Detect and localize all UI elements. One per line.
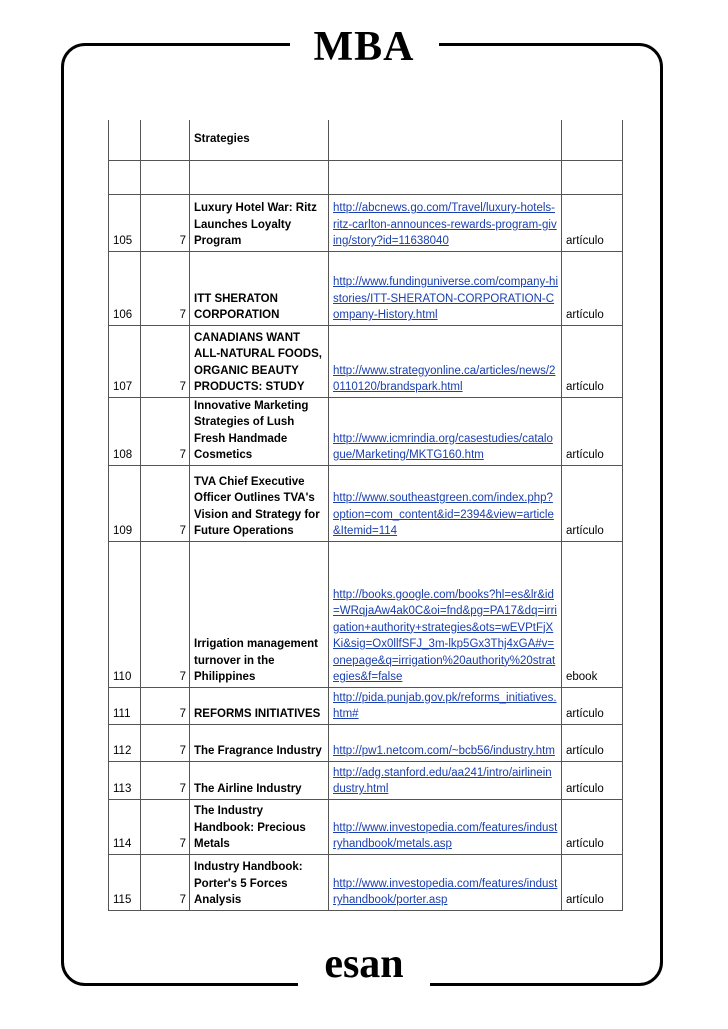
row-type: artículo <box>562 761 623 799</box>
table-row <box>109 687 623 724</box>
row-title: Industry Handbook: Porter's 5 Forces Analysis <box>190 854 329 910</box>
row-url-link[interactable]: http://www.fundinguniverse.com/company-histories/ITT-SHERATON-CORPORATION-Company-History.html <box>329 251 562 325</box>
row-number <box>109 120 141 160</box>
resource-table <box>108 120 623 911</box>
row-number: 107 <box>109 325 141 397</box>
row-week: 7 <box>141 397 190 465</box>
row-url-link[interactable]: http://www.strategyonline.ca/articles/news/20110120/brandspark.html <box>329 325 562 397</box>
row-number: 110 <box>109 541 141 687</box>
row-title: ITT SHERATON CORPORATION <box>190 251 329 325</box>
table-row <box>109 724 623 761</box>
table-row <box>109 120 623 160</box>
table-row <box>109 761 623 799</box>
table-row <box>109 541 623 687</box>
row-number: 108 <box>109 397 141 465</box>
row-number: 112 <box>109 724 141 761</box>
row-type: artículo <box>562 194 623 251</box>
row-week: 7 <box>141 854 190 910</box>
row-title: Luxury Hotel War: Ritz Launches Loyalty Program <box>190 194 329 251</box>
row-title: Innovative Marketing Strategies of Lush Fresh Handmade Cosmetics <box>190 397 329 465</box>
table-row <box>109 397 623 465</box>
row-type: artículo <box>562 724 623 761</box>
row-week <box>141 120 190 160</box>
row-week: 7 <box>141 194 190 251</box>
row-url-link[interactable]: http://pida.punjab.gov.pk/reforms_initiatives.htm# <box>329 687 562 724</box>
table-row <box>109 465 623 541</box>
row-type: artículo <box>562 251 623 325</box>
row-url-link[interactable]: http://www.investopedia.com/features/industryhandbook/metals.asp <box>329 799 562 854</box>
row-url-link[interactable]: http://pw1.netcom.com/~bcb56/industry.htm <box>329 724 562 761</box>
row-url-link[interactable]: http://abcnews.go.com/Travel/luxury-hotels-ritz-carlton-announces-rewards-program-giving/story?id=11638040 <box>329 194 562 251</box>
row-number: 106 <box>109 251 141 325</box>
row-week: 7 <box>141 465 190 541</box>
row-type: artículo <box>562 325 623 397</box>
row-week: 7 <box>141 724 190 761</box>
row-number: 115 <box>109 854 141 910</box>
row-title: REFORMS INITIATIVES <box>190 687 329 724</box>
table-row <box>109 194 623 251</box>
row-number: 111 <box>109 687 141 724</box>
row-week: 7 <box>141 325 190 397</box>
row-type <box>562 120 623 160</box>
row-url-link[interactable]: http://books.google.com/books?hl=es&lr&id=WRqjaAw4ak0C&oi=fnd&pg=PA17&dq=irrigation+authority+strategies&ots=wEVPtFjXKi&sig=Ox0llfSFJ_3m-lkp5Gx3Thj4xGA#v=onepage&q=irrigation%20authority%20strategies&f=false <box>329 541 562 687</box>
row-title: The Industry Handbook: Precious Metals <box>190 799 329 854</box>
spacer-row <box>109 160 623 194</box>
footer-brand: esan <box>0 938 728 990</box>
row-week: 7 <box>141 799 190 854</box>
row-number: 114 <box>109 799 141 854</box>
row-url-link[interactable]: http://www.investopedia.com/features/industryhandbook/porter.asp <box>329 854 562 910</box>
row-week: 7 <box>141 687 190 724</box>
row-url-link[interactable]: http://adg.stanford.edu/aa241/intro/airlineindustry.html <box>329 761 562 799</box>
table-row <box>109 251 623 325</box>
header-brand: MBA <box>0 22 728 72</box>
row-title: TVA Chief Executive Officer Outlines TVA's Vision and Strategy for Future Operations <box>190 465 329 541</box>
table-row <box>109 799 623 854</box>
row-title: CANADIANS WANT ALL-NATURAL FOODS, ORGANIC BEAUTY PRODUCTS: STUDY <box>190 325 329 397</box>
row-type: artículo <box>562 465 623 541</box>
row-type: ebook <box>562 541 623 687</box>
row-type: artículo <box>562 397 623 465</box>
table-row <box>109 854 623 910</box>
row-week: 7 <box>141 761 190 799</box>
row-week: 7 <box>141 541 190 687</box>
row-url-link[interactable]: http://www.southeastgreen.com/index.php?option=com_content&id=2394&view=article&Itemid=114 <box>329 465 562 541</box>
row-url <box>329 120 562 160</box>
row-title: Irrigation management turnover in the Philippines <box>190 541 329 687</box>
row-number: 109 <box>109 465 141 541</box>
row-title: The Fragrance Industry <box>190 724 329 761</box>
row-title: Strategies <box>190 120 329 160</box>
row-type: artículo <box>562 799 623 854</box>
table-row <box>109 325 623 397</box>
row-number: 105 <box>109 194 141 251</box>
row-type: artículo <box>562 687 623 724</box>
row-type: artículo <box>562 854 623 910</box>
row-week: 7 <box>141 251 190 325</box>
row-title: The Airline Industry <box>190 761 329 799</box>
row-number: 113 <box>109 761 141 799</box>
row-url-link[interactable]: http://www.icmrindia.org/casestudies/catalogue/Marketing/MKTG160.htm <box>329 397 562 465</box>
